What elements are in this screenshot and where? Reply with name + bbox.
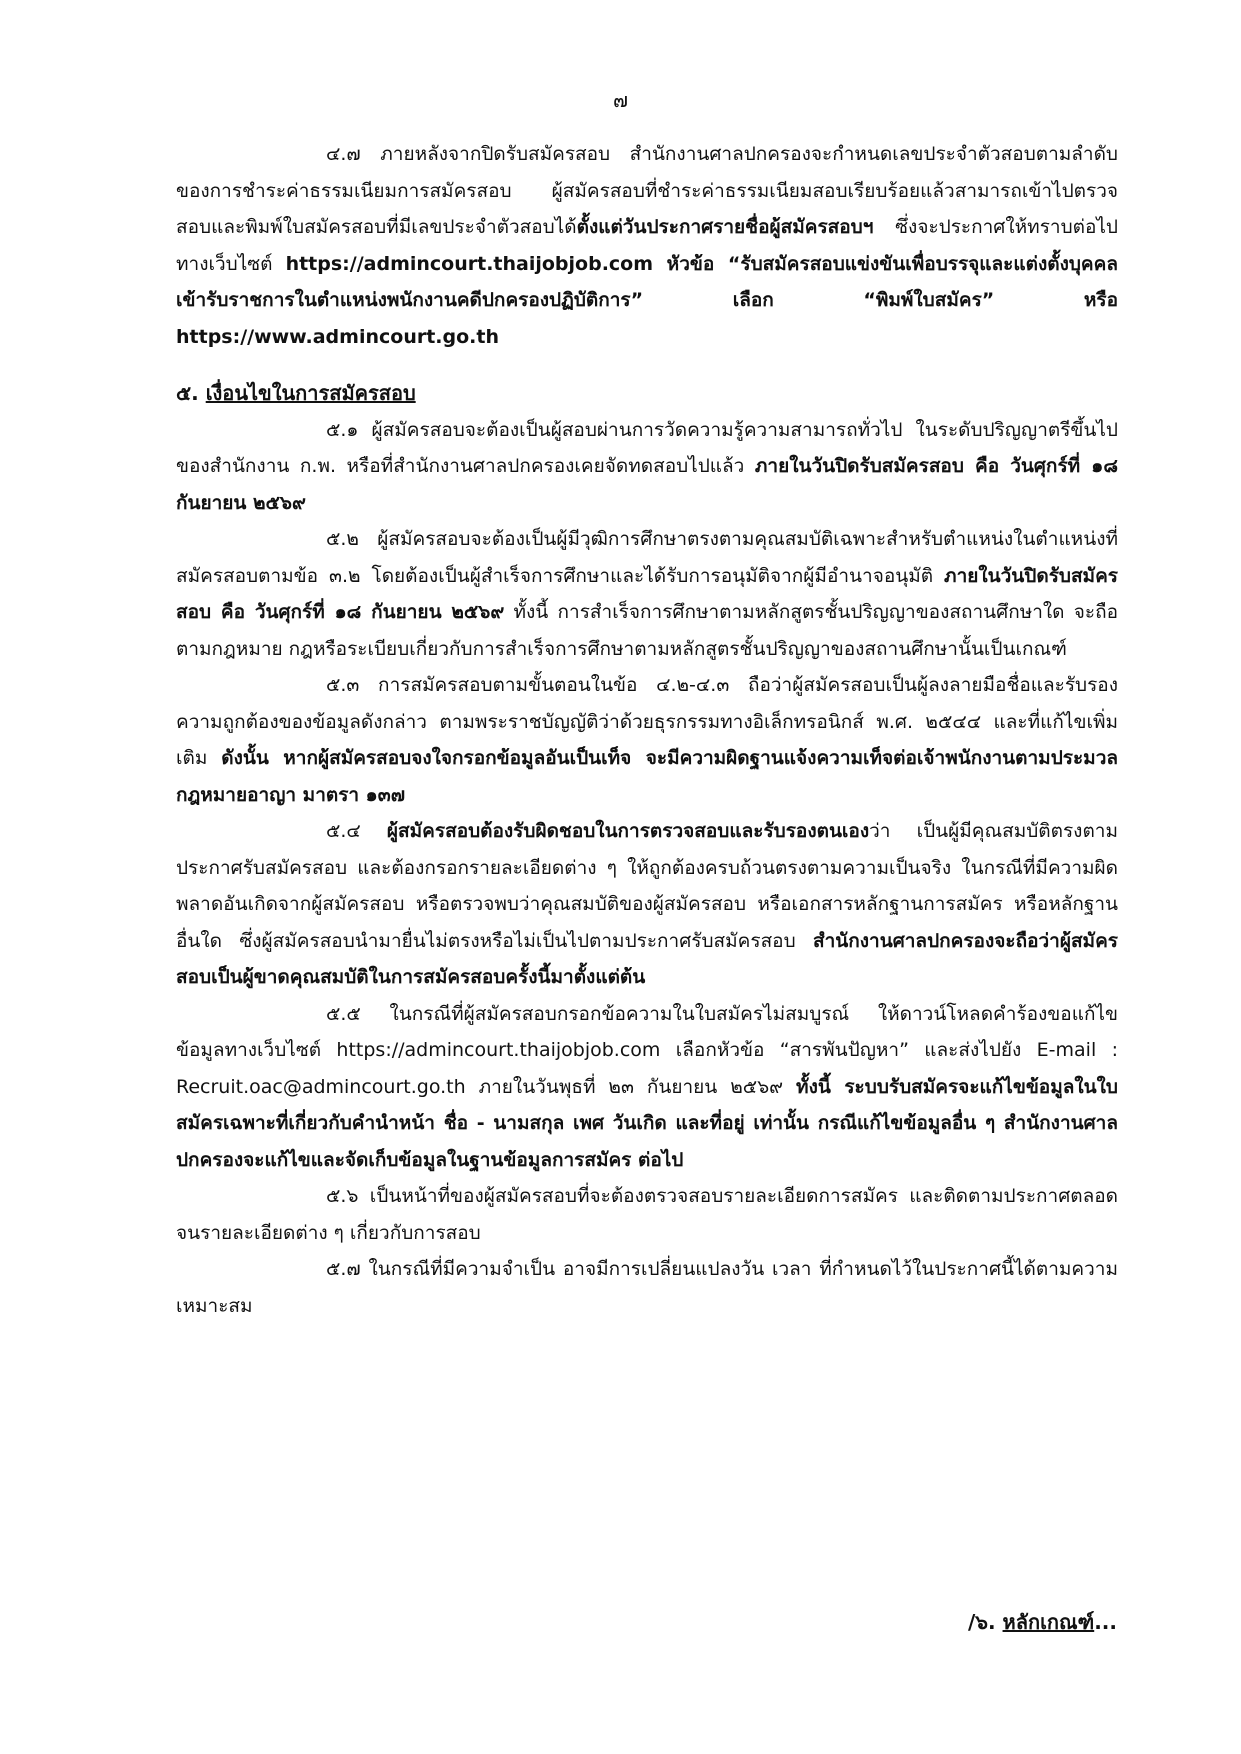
document-body [176, 136, 1118, 1324]
paragraph-text: ทั้งนี้ การสำเร็จการศึกษาตามหลักสูตรชั้นปริญญาของสถานศึกษาใด จะถือตามกฎหมาย กฎหรือระเบียบเกี่ยวกับการสำเร็จการศึกษาตามหลักสูตรชั้นปริญญาของสถานศึกษานั้นเป็นเกณฑ์ [176, 601, 1119, 660]
paragraph-text: ๕.๒ ผู้สมัครสอบจะต้องเป็นผู้มีวุฒิการศึกษาตรงตามคุณสมบัติเฉพาะสำหรับตำแหน่งในตำแหน่งที่สมัครสอบตามข้อ ๓.๒ โดยต้องเป็นผู้สำเร็จการศึกษาและได้รับการอนุมัติจากผู้มีอำนาจอนุมัติ [176, 528, 1118, 587]
footer-suffix: ... [1094, 1610, 1117, 1634]
paragraph-text: ว่า เป็นผู้มีคุณสมบัติตรงตามประกาศรับสมัครสอบ และต้องกรอกรายละเอียดต่าง ๆ ให้ถูกต้องครบถ้วนตรงตามความเป็นจริง ในกรณีที่มีความผิดพลาดอันเกิดจากผู้สมัครสอบ หรือตรวจพบว่าคุณสมบัติของผู้สมัครสอบ หรือเอกสารหลักฐานการสมัคร หรือหลักฐานอื่นใด ซึ่งผู้สมัครสอบนำมายื่นไม่ตรงหรือไม่เป็นไปตามประกาศรับสมัครสอบ [176, 820, 1118, 952]
paragraph-5-2 [176, 521, 1118, 667]
paragraph-5-1 [176, 412, 1118, 522]
paragraph-5-6 [176, 1178, 1118, 1251]
paragraph-bold-text: ภายในวันปิดรับสมัครสอบ คือ วันศุกร์ที่ ๑๘ กันยายน ๒๕๖๙ [176, 564, 1118, 623]
paragraph-text: ๕.๕ ในกรณีที่ผู้สมัครสอบกรอกข้อความในใบสมัครไม่สมบูรณ์ ให้ดาวน์โหลดคำร้องขอแก้ไขข้อมูลทางเว็บไซต์ https://admincourt.thaijobjob.com เลือกหัวข้อ “สารพันปัญหา” และส่งไปยัง E-mail : Recruit.oac@admincourt.go.th ภายในวันพุธที่ ๒๓ กันยายน ๒๕๖๙ [176, 1002, 1118, 1098]
section-title: เงื่อนไขในการสมัครสอบ [205, 381, 416, 405]
paragraph-5-4 [176, 813, 1118, 996]
paragraph-bold-text: ตั้งแต่วันประกาศรายชื่อผู้สมัครสอบฯ [576, 216, 874, 238]
paragraph-bold-text: ผู้สมัครสอบต้องรับผิดชอบในการตรวจสอบและรับรองตนเอง [386, 820, 870, 842]
paragraph-bold-text: ภายในวันปิดรับสมัครสอบ คือ วันศุกร์ที่ ๑๘ กันยายน ๒๕๖๙ [176, 455, 1118, 514]
paragraph-text: ๕.๓ การสมัครสอบตามขั้นตอนในข้อ ๔.๒-๔.๓ ถือว่าผู้สมัครสอบเป็นผู้ลงลายมือชื่อและรับรองความถูกต้องของข้อมูลดังกล่าว ตามพระราชบัญญัติว่าด้วยธุรกรรมทางอิเล็กทรอนิกส์ พ.ศ. ๒๕๔๔ และที่แก้ไขเพิ่มเติม [176, 674, 1118, 769]
paragraph-5-5 [176, 996, 1118, 1179]
paragraph-bold-text: ดังนั้น หากผู้สมัครสอบจงใจกรอกข้อมูลอันเป็นเท็จ จะมีความผิดฐานแจ้งความเท็จต่อเจ้าพนักงานตามประมวลกฎหมายอาญา มาตรา ๑๓๗ [176, 747, 1119, 806]
section-heading [176, 375, 1118, 412]
page-number: ๗ [612, 88, 629, 112]
section-number: ๕. [176, 381, 206, 405]
paragraph-text: ๔.๗ ภายหลังจากปิดรับสมัครสอบ สำนักงานศาลปกครองจะกำหนดเลขประจำตัวสอบตามลำดับของการชำระค่าธรรมเนียมการสมัครสอบ ผู้สมัครสอบที่ชำระค่าธรรมเนียมสอบเรียบร้อยแล้วสามารถเข้าไปตรวจสอบและพิมพ์ใบสมัครสอบที่มีเลขประจำตัวสอบได้ [176, 143, 1118, 238]
paragraph-bold-text: สำนักงานศาลปกครองจะถือว่าผู้สมัครสอบเป็นผู้ขาดคุณสมบัติในการสมัครสอบครั้งนี้มาตั้งแต่ต้น [176, 929, 1118, 988]
paragraph-5-7 [176, 1251, 1118, 1324]
paragraph-bold-text: ทั้งนี้ ระบบรับสมัครจะแก้ไขข้อมูลในใบสมัครเฉพาะที่เกี่ยวกับคำนำหน้า ชื่อ - นามสกุล เพศ วันเกิด และที่อยู่ เท่านั้น กรณีแก้ไขข้อมูลอื่น ๆ สำนักงานศาลปกครองจะแก้ไขและจัดเก็บข้อมูลในฐานข้อมูลการสมัคร ต่อไป [176, 1075, 1118, 1171]
paragraph-5-3 [176, 667, 1118, 813]
paragraph-4-7 [176, 136, 1118, 355]
paragraph-text: ๕.๗ ในกรณีที่มีความจำเป็น อาจมีการเปลี่ยนแปลงวัน เวลา ที่กำหนดไว้ในประกาศนี้ได้ตามความเหมาะสม [176, 1258, 1118, 1317]
paragraph-bold-text: https://admincourt.thaijobjob.com หัวข้อ “รับสมัครสอบแข่งขันเพื่อบรรจุและแต่งตั้งบุคคลเข้ารับราชการในตำแหน่งพนักงานคดีปกครองปฏิบัติการ” เลือก “พิมพ์ใบสมัคร” หรือ https://www.admincourt.go.th [176, 252, 1118, 348]
paragraph-text: ๕.๑ ผู้สมัครสอบจะต้องเป็นผู้สอบผ่านการวัดความรู้ความสามารถทั่วไป ในระดับปริญญาตรีขึ้นไปของสำนักงาน ก.พ. หรือที่สำนักงานศาลปกครองเคยจัดทดสอบไปแล้ว [176, 418, 1118, 477]
paragraph-text: ๕.๖ เป็นหน้าที่ของผู้สมัครสอบที่จะต้องตรวจสอบรายละเอียดการสมัคร และติดตามประกาศตลอดจนรายละเอียดต่าง ๆ เกี่ยวกับการสอบ [176, 1185, 1118, 1244]
continued-next-page [968, 1606, 1117, 1638]
footer-label: หลักเกณฑ์ [1002, 1610, 1095, 1634]
paragraph-text: ซึ่งจะประกาศให้ทราบต่อไป ทางเว็บไซต์ [176, 216, 1118, 275]
footer-prefix: /๖. [967, 1610, 1003, 1634]
paragraph-text: ๕.๔ [326, 820, 387, 842]
